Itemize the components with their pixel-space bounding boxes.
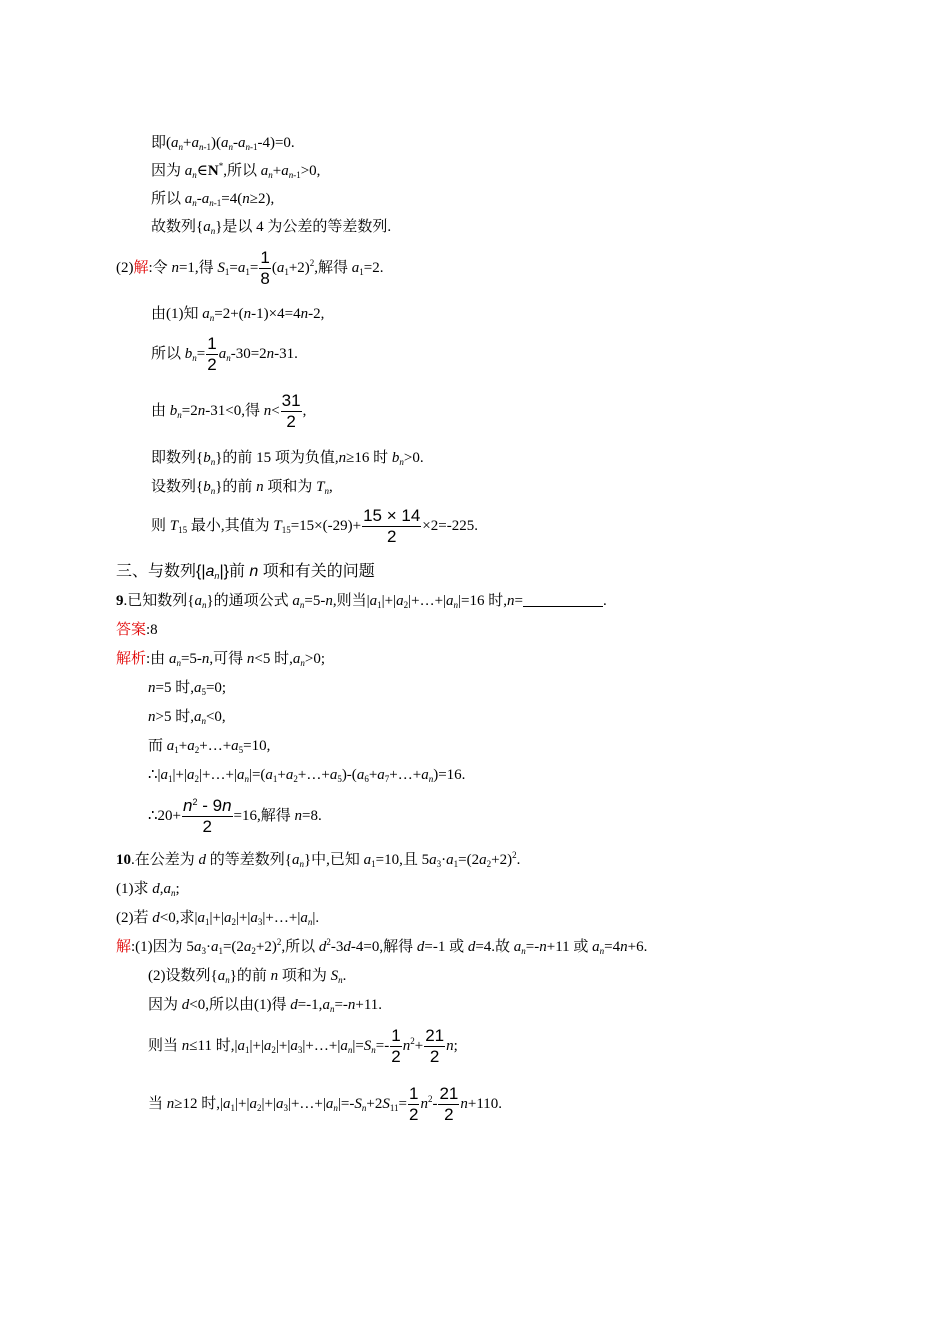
analysis-line-6: ∴20+ $\frac{n^2 - 9n}{2}$ =16,解得 n=8. xyxy=(148,796,322,836)
fraction-31-half xyxy=(281,391,302,432)
fraction-denominator: 2 xyxy=(429,1047,440,1066)
question-9: 9.已知数列$\{a_n\}$的通项公式 $a_n=5-n$,则当$|a_1|+|a_2|+\dots+|a_n|=16$ 时,n= . xyxy=(116,593,607,610)
solution-10-line-5: 当 n≥12 时$,|a_1|+|a_2|+|a_3|+\dots+|a_n|=-S_n+2S_{11}=$ $\frac{1}{2}$ $n^2-$ $\frac{21}{2}$ n+110. xyxy=(148,1084,503,1124)
answer-line xyxy=(116,620,158,640)
solution-line-4: 故数列$\{a_n\}$是以 4 为公差的等差数列. xyxy=(151,219,392,236)
solution-line-11: 则 $T_{15}$ 最小,其值为 $T_{15}=15\times(-29)+$ $\frac{15 \times 14}{2}$ ×2=-225. xyxy=(151,506,478,546)
solution-line-2: 因为 $a_n\in N^*$,所以 $a_n+a_{n-1}>0$, xyxy=(151,161,321,180)
fraction-21-half xyxy=(424,1026,445,1067)
solution-line-6: 由(1)知 $a_n=2+(n-1)\times 4=4n-2$, xyxy=(151,306,325,323)
solution-line-9: 即数列$\{b_n\}$的前 15 项为负值,n≥16 时 $b_n>0$. xyxy=(151,450,424,467)
fraction-numerator: 15 × 14 xyxy=(363,506,421,525)
solution-line-7: 所以 $b_n=$ $\frac{1}{2}$ $a_n-30=2n-31$. xyxy=(151,334,298,374)
fraction-numerator: 21 xyxy=(425,1026,445,1045)
question-10: 10.在公差为 d 的等差数列$\{a_n\}$中,已知 $a_1=10$,且 $5a_3\cdot a_1=(2a_2+2)^2$. xyxy=(116,850,521,869)
fraction-numerator: 1 xyxy=(408,1084,419,1103)
fraction-denominator: 2 xyxy=(386,527,397,546)
analysis-line-1: 解析:由 $a_n=5-n$,可得 n<5 时$,a_n>0$; xyxy=(116,651,326,668)
fraction-numerator: 1 xyxy=(260,248,270,267)
solution-10-line-2: (2)设数列$\{a_n\}$的前 n 项和为 $S_n$. xyxy=(148,968,347,985)
fraction-denominator: 2 xyxy=(286,412,296,431)
answer-label: 答案 xyxy=(116,622,147,638)
fraction-denominator: 2 xyxy=(408,1105,419,1124)
fraction-one-half xyxy=(206,334,217,375)
fraction-denominator: 8 xyxy=(260,269,270,288)
answer-value: :8 xyxy=(146,622,158,638)
solution-line-10: 设数列$\{b_n\}$的前 n 项和为 $T_n$, xyxy=(151,479,333,496)
fraction-n2-9n-half xyxy=(182,796,233,837)
section-heading: 三、与数列$\{|a_n|\}$前 n 项和有关的问题 xyxy=(116,563,375,581)
solution-part2-line: (2)解:令 n=1,得 $S_1=a_1=$ $\frac{1}{8}$ $(a_1+2)^2$,解得 $a_1=2$. xyxy=(116,248,384,288)
solution-10-line-4: 则当 n≤11 时$,|a_1|+|a_2|+|a_3|+\dots+|a_n|=S_n=-$ $\frac{1}{2}$ $n^2+$ $\frac{21}{2}$ n; xyxy=(148,1026,458,1066)
fraction-numerator: 31 xyxy=(281,391,301,410)
fraction-denominator: 2 xyxy=(207,355,217,374)
solution-10-line-1: 解:(1)因为 $5a_3\cdot a_1=(2a_2+2)^2$,所以 $d^2-3d-4=0$,解得 d=-1 或 d=4.故 $a_n=-n+11$ 或 $a_n=4n+6$. xyxy=(116,937,648,956)
fraction-one-eighth xyxy=(259,248,270,289)
fraction-denominator: 2 xyxy=(391,1047,401,1066)
solution-line-1: 即$(a_n+a_{n-1})(a_n-a_{n-1}-4)=0$. xyxy=(151,135,295,152)
solution-10-line-3: 因为 d<0,所以由(1)得 $d=-1,a_n=-n+11$. xyxy=(148,997,383,1014)
fraction-numerator: 1 xyxy=(207,334,217,353)
fraction-denominator: 2 xyxy=(444,1105,454,1124)
fraction-numerator: 1 xyxy=(391,1026,401,1045)
analysis-line-4: 而 $a_1+a_2+\dots+a_5=10$, xyxy=(148,738,271,755)
fraction-numerator: $n^2 - 9n$ xyxy=(183,796,232,815)
question-10-part2: (2)若 d<0,求$|a_1|+|a_2|+|a_3|+\dots+|a_n|$. xyxy=(116,910,320,927)
analysis-line-3: n>5 时$,a_n<0$, xyxy=(148,709,226,726)
answer-blank xyxy=(523,592,603,607)
solution-line-8: 由 $b_n=2n-31<0$,得 n< $\frac{31}{2}$ , xyxy=(151,391,307,431)
solution-line-3: 所以 $a_n-a_{n-1}=4(n\ge 2)$, xyxy=(151,191,275,208)
fraction-numerator: 21 xyxy=(439,1084,459,1103)
solution-label: 解 xyxy=(116,939,132,955)
fraction-one-half xyxy=(408,1084,419,1125)
question-10-part1: (1)求 $d,a_n$; xyxy=(116,881,180,898)
analysis-line-5: $\therefore|a_1|+|a_2|+\dots+|a_n|=(a_1+a_2+\dots+a_5)-(a_6+a_7+\dots+a_n)=16$. xyxy=(148,767,466,784)
fraction-denominator: 2 xyxy=(202,817,212,836)
analysis-label: 解析 xyxy=(116,651,147,667)
fraction-15x14-half xyxy=(362,506,421,547)
analysis-line-2: n=5 时$,a_5=0$; xyxy=(148,680,227,697)
fraction-one-half xyxy=(390,1026,401,1067)
fraction-21-half xyxy=(438,1084,459,1125)
